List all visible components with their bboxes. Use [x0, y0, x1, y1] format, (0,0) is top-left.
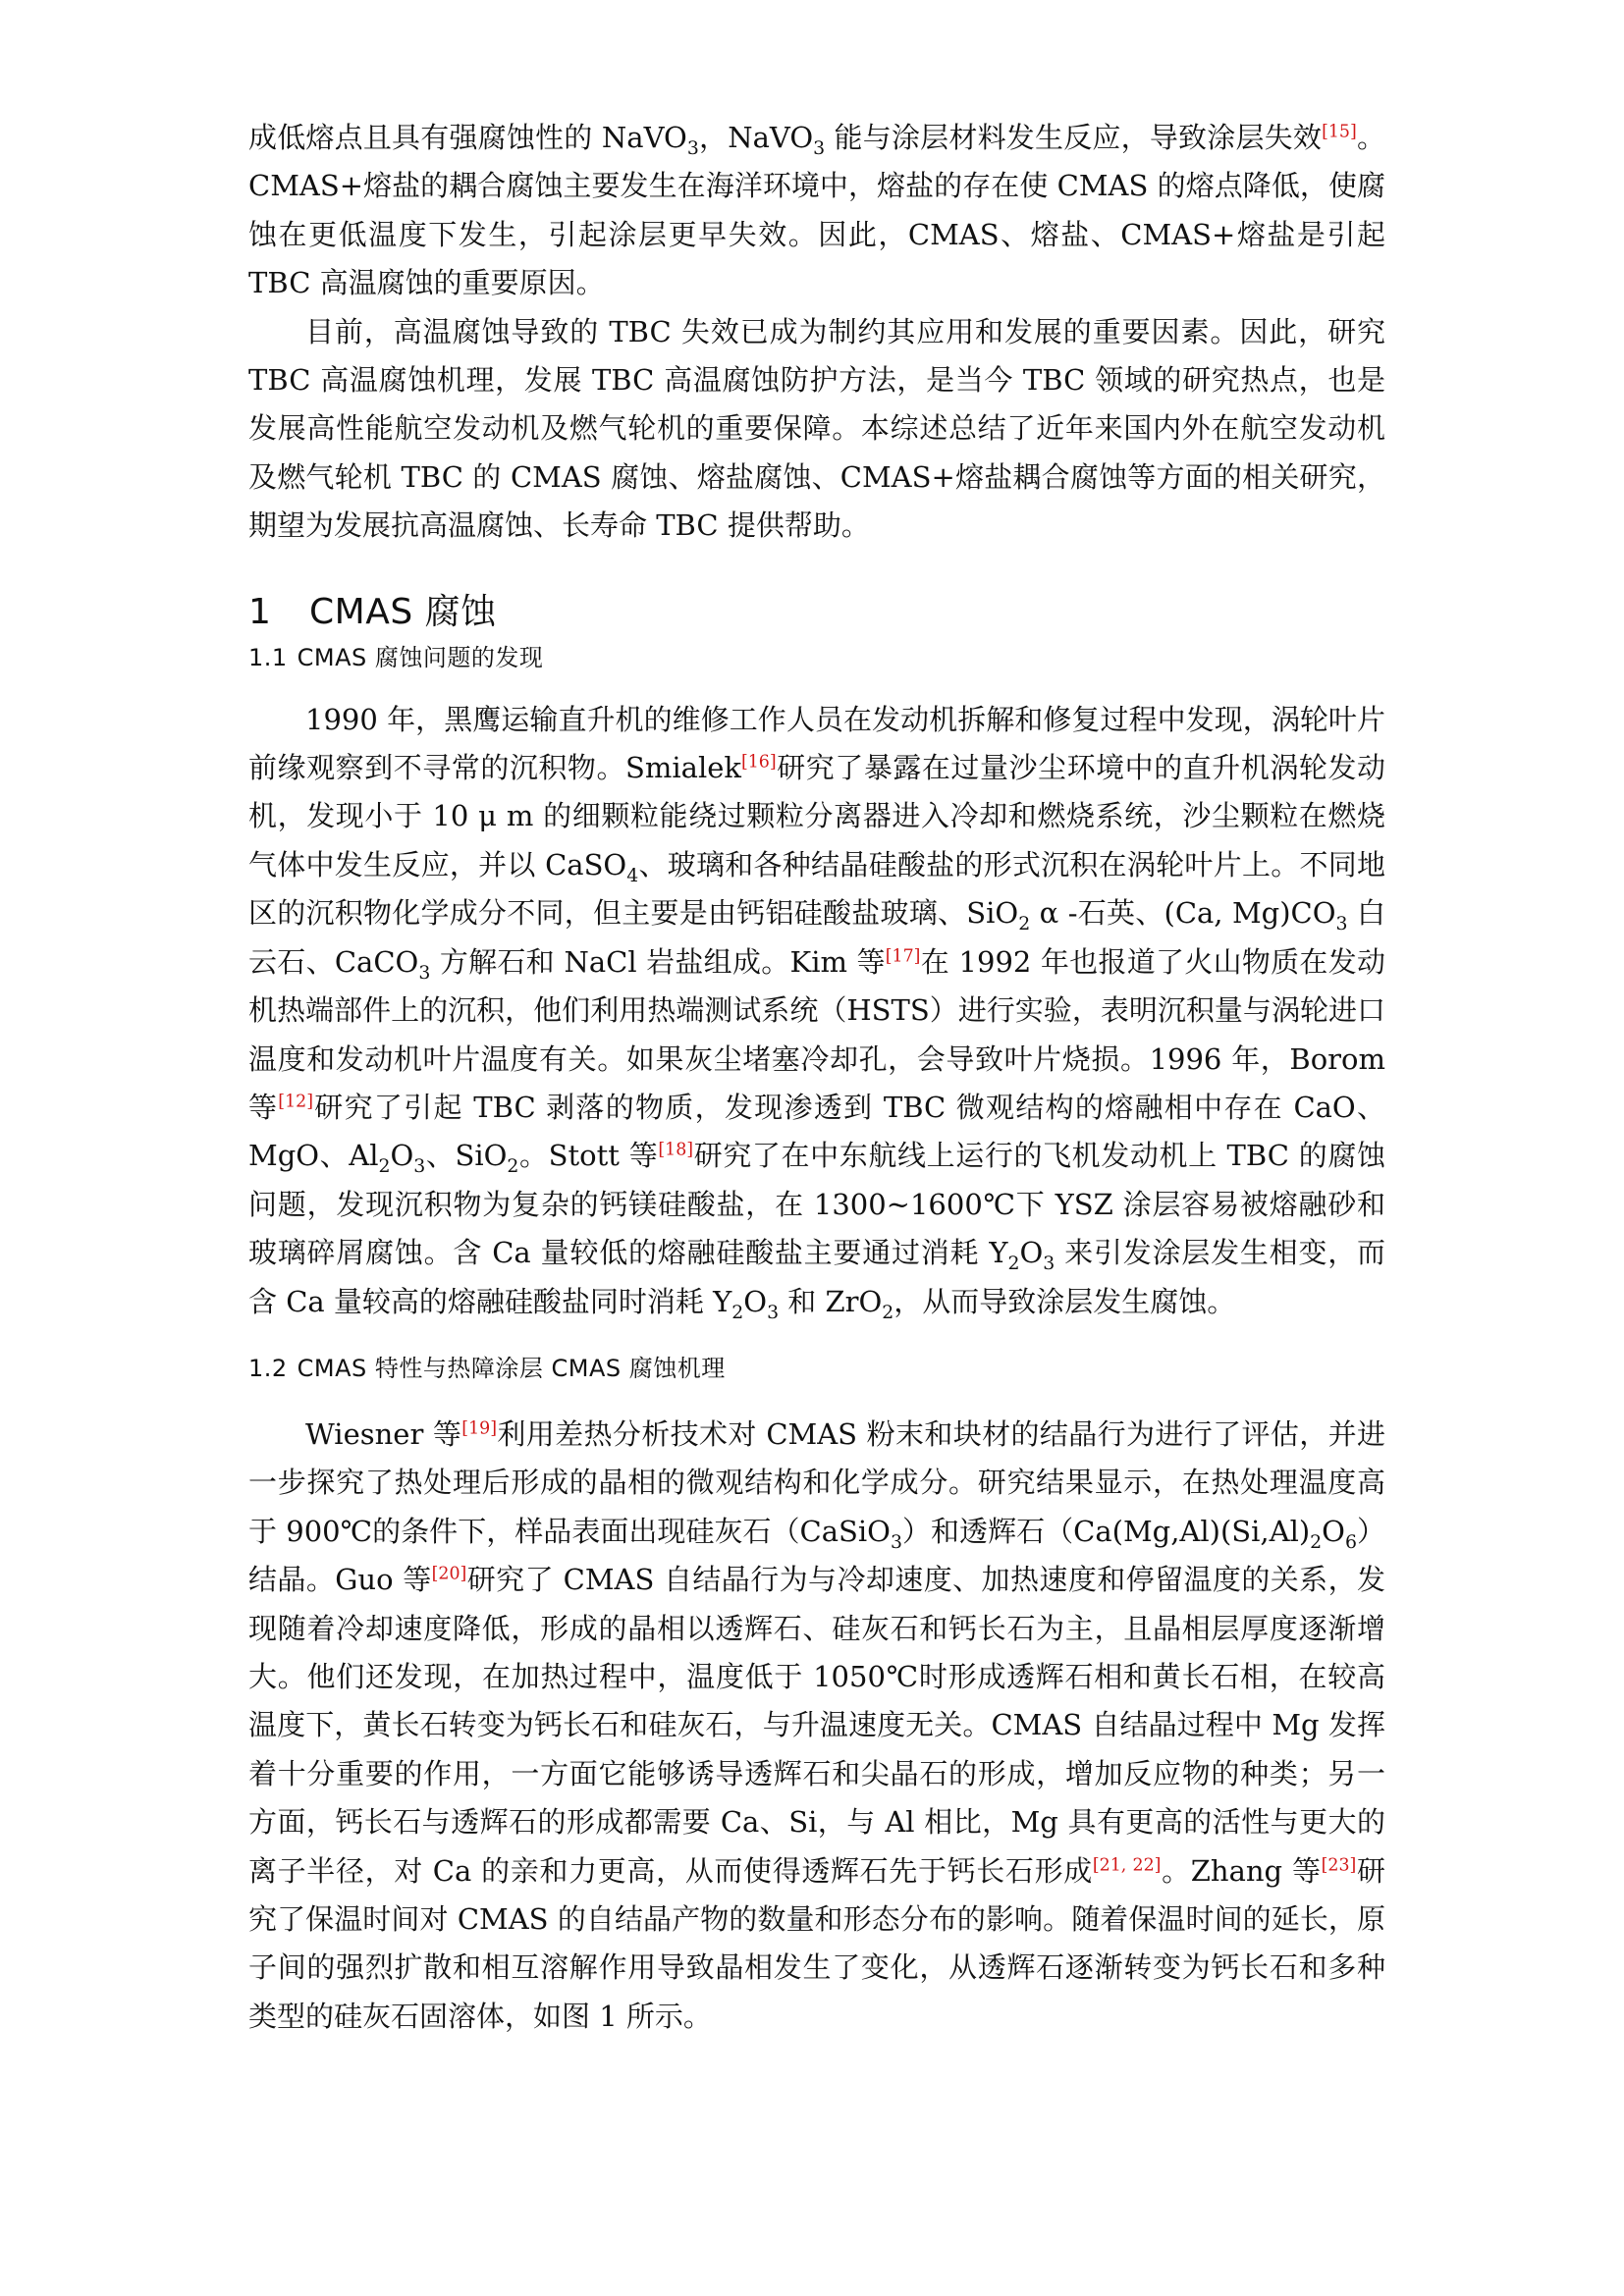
paragraph-intro-continued: 成低熔点且具有强腐蚀性的 NaVO$_3$，NaVO$_3$ 能与涂层材料发生反应，导致涂层失效[15]。CMAS+熔盐的耦合腐蚀主要发生在海洋环境中，熔盐的存在使 CMAS 的熔点降低，使腐蚀在更低温度下发生，引起涂层更早失效。因此，CMAS、熔盐、CMAS+熔盐是引起 TBC 高温腐蚀的重要原因。	[248, 121, 1385, 300]
citation-21-22[interactable]: [21, 22]	[1092, 1854, 1162, 1875]
subsection-heading-1-1	[248, 641, 1385, 674]
page-content	[248, 114, 1385, 2041]
citation-23[interactable]: [23]	[1321, 1854, 1357, 1875]
paragraph-review-scope: 目前，高温腐蚀导致的 TBC 失效已成为制约其应用和发展的重要因素。因此，研究 TBC 高温腐蚀机理，发展 TBC 高温腐蚀防护方法，是当今 TBC 领域的研究热点，也是发展高性能航空发动机及燃气轮机的重要保障。本综述总结了近年来国内外在航空发动机及燃气轮机 TBC 的 CMAS 腐蚀、熔盐腐蚀、CMAS+熔盐耦合腐蚀等方面的相关研究，期望为发展抗高温腐蚀、长寿命 TBC 提供帮助。	[248, 314, 1385, 543]
citation-16[interactable]: [16]	[740, 752, 777, 773]
citation-18[interactable]: [18]	[658, 1140, 694, 1160]
citation-20[interactable]: [20]	[431, 1564, 467, 1584]
paragraph-cmas-crystallization: Wiesner 等[19]利用差热分析技术对 CMAS 粉末和块材的结晶行为进行了评估，并进一步探究了热处理后形成的晶相的微观结构和化学成分。研究结果显示，在热处理温度高于 900℃的条件下，样品表面出现硅灰石（CaSiO$_3$）和透辉石$(Ca(Mg,Al)(Si,Al)_2O_6)$结晶。Guo 等[20]研究了 CMAS 自结晶行为与冷却速度、加热速度和停留温度的关系，发现随着冷却速度降低，形成的晶相以透辉石、硅灰石和钙长石为主，且晶相层厚度逐渐增大。他们还发现，在加热过程中，温度低于 1050℃时形成透辉石相和黄长石相，在较高温度下，黄长石转变为钙长石和硅灰石，与升温速度无关。CMAS 自结晶过程中 Mg 发挥着十分重要的作用，一方面它能够诱导透辉石和尖晶石的形成，增加反应物的种类；另一方面，钙长石与透辉石的形成都需要 Ca、Si，与 Al 相比，Mg 具有更高的活性与更大的离子半径，对 Ca 的亲和力更高，从而使得透辉石先于钙长石形成[21, 22]。Zhang 等[23]研究了保温时间对 CMAS 的自结晶产物的数量和形态分布的影响。随着保温时间的延长，原子间的强烈扩散和相互溶解作用导致晶相发生了变化，从透辉石逐渐转变为钙长石和多种类型的硅灰石固溶体，如图 1 所示。	[248, 1416, 1385, 2033]
citation-19[interactable]: [19]	[461, 1418, 497, 1439]
section-number: 1	[248, 591, 272, 632]
subsection-number: 1.2	[248, 1354, 288, 1382]
subsection-heading-1-2	[248, 1352, 1385, 1385]
subsection-title: CMAS 腐蚀问题的发现	[297, 643, 544, 671]
section-title: CMAS 腐蚀	[309, 591, 497, 632]
subsection-title: CMAS 特性与热障涂层 CMAS 腐蚀机理	[297, 1354, 726, 1382]
citation-17[interactable]: [17]	[885, 946, 921, 967]
subsection-number: 1.1	[248, 643, 288, 671]
citation-12[interactable]: [12]	[278, 1092, 313, 1112]
paragraph-cmas-discovery: 1990 年，黑鹰运输直升机的维修工作人员在发动机拆解和修复过程中发现，涡轮叶片前缘观察到不寻常的沉积物。Smialek[16]研究了暴露在过量沙尘环境中的直升机涡轮发动机，发现小于 10 μ m 的细颗粒能绕过颗粒分离器进入冷却和燃烧系统，沙尘颗粒在燃烧气体中发生反应，并以 CaSO$_4$、玻璃和各种结晶硅酸盐的形式沉积在涡轮叶片上。不同地区的沉积物化学成分不同，但主要是由钙铝硅酸盐玻璃、SiO$_2$ α -石英、(Ca, $Mg)CO_3$ 白云石、CaCO$_3$ 方解石和 NaCl 岩盐组成。Kim 等[17]在 1992 年也报道了火山物质在发动机热端部件上的沉积，他们利用热端测试系统（HSTS）进行实验，表明沉积量与涡轮进口温度和发动机叶片温度有关。如果灰尘堵塞冷却孔，会导致叶片烧损。1996 年，Borom 等[12]研究了引起 TBC 剥落的物质，发现渗透到 TBC 微观结构的熔融相中存在 CaO、MgO、$Al_2O_3$、SiO$_2$。Stott 等[18]研究了在中东航线上运行的飞机发动机上 TBC 的腐蚀问题，发现沉积物为复杂的钙镁硅酸盐，在 1300~1600℃下 YSZ 涂层容易被熔融砂和玻璃碎屑腐蚀。含 Ca 量较低的熔融硅酸盐主要通过消耗 $Y_2O_3$ 来引发涂层发生相变，而含 Ca 量较高的熔融硅酸盐同时消耗 $Y_2O_3$ 和 ZrO$_2$，从而导致涂层发生腐蚀。	[248, 702, 1386, 1323]
citation-15[interactable]: [15]	[1322, 122, 1357, 142]
section-heading-1	[248, 590, 1385, 635]
